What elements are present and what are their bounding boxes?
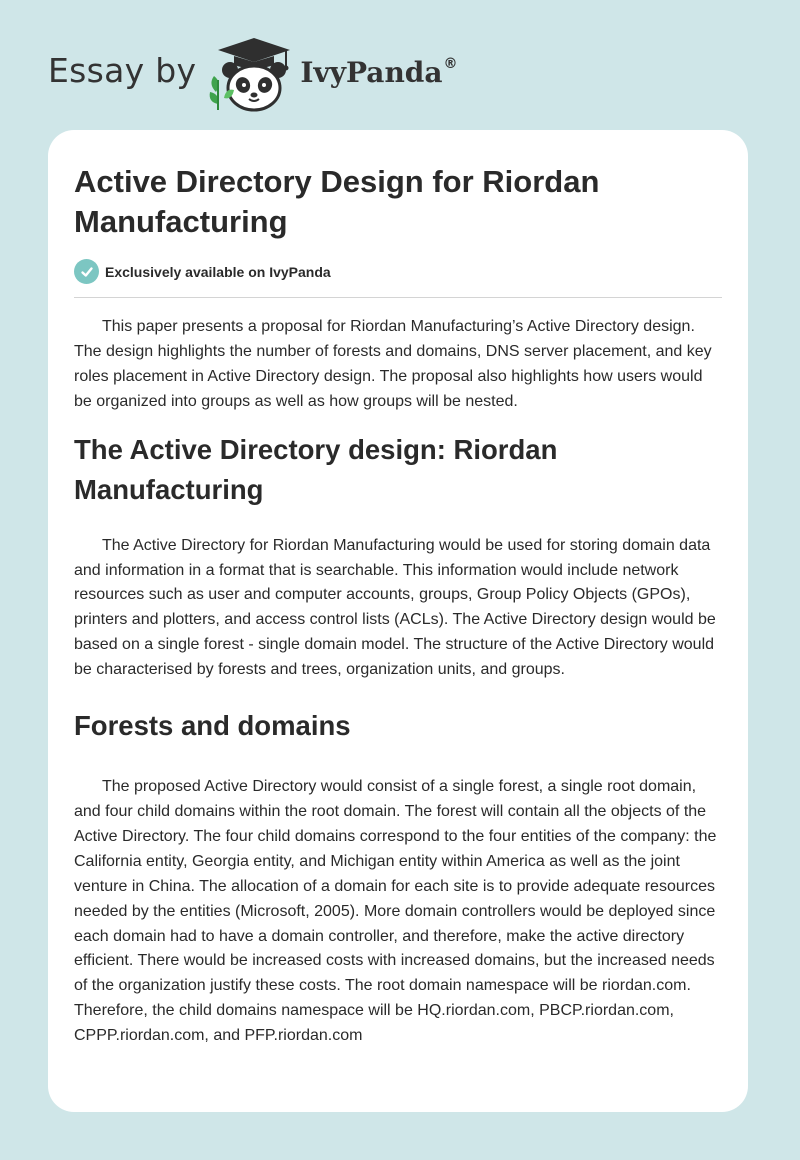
brand-label: IvyPanda [300, 55, 443, 89]
intro-paragraph: This paper presents a proposal for Riordan Manufacturing’s Active Directory design. The design highlights the number of forests and domains, DNS server placement, and key roles placement in Active Directory design. The proposal also highlights how users would be organized into groups as well as how groups will be nested. [74, 318, 712, 410]
site-header [48, 28, 468, 118]
title-divider [74, 297, 722, 298]
panda-logo-icon[interactable] [204, 32, 296, 114]
section-body-design: The Active Directory for Riordan Manufacturing would be used for storing domain data and information in a format that is searchable. This information would include network resources such as user and computer accounts, groups, Group Policy Objects (GPOs), printers and plotters, and access control lists (ACLs). The Active Directory design would be based on a single forest - single domain model. The structure of the Active Directory would be characterised by forests and trees, organization units, and groups. [74, 536, 716, 679]
article-card [48, 130, 748, 1112]
checkmark-icon [74, 259, 99, 284]
section-heading-forests: Forests and domains [74, 710, 351, 742]
registered-mark: ® [443, 55, 458, 72]
page-title: Active Directory Design for Riordan Manufacturing [74, 164, 600, 239]
section-heading-design: The Active Directory design: Riordan Manufacturing [74, 433, 558, 505]
exclusive-badge [74, 259, 722, 284]
brand-name[interactable] [300, 56, 457, 89]
exclusive-label: Exclusively available on IvyPanda [105, 263, 331, 280]
essay-by-label: Essay by [48, 50, 197, 90]
section-body-forests: The proposed Active Directory would consist of a single forest, a single root domain, and four child domains within the root domain. The forest will contain all the objects of the Active Directory. The four child domains correspond to the four entities of the company: the California entity, Georgia entity, and Michigan entity within America as well as the joint venture in China. The allocation of a domain for each site is to provide adequate resources needed by the entities (Microsoft, 2005). More domain controllers would be deployed since each domain had to have a domain controller, and therefore, make the active directory efficient. There would be increased costs with increased domains, but the increased needs of the organization justify these costs. The root domain namespace will be riordan.com. Therefore, the child domains namespace will be HQ.riordan.com, PBCP.riordan.com, CPPP.riordan.com, and PFP.riordan.com [74, 778, 717, 1045]
